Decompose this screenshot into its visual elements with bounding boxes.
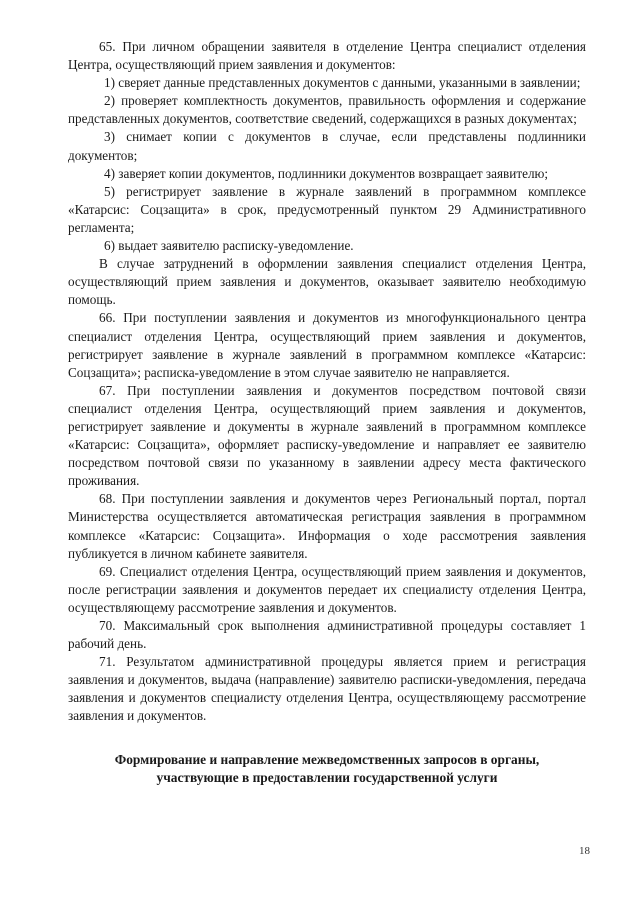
paragraph-67: 67. При поступлении заявления и документов посредством почтовой связи специалист отделения Центра, осуществляющий прием заявления и документов, регистрирует заявление и документы в журнале заявлений в программном комплексе «Катарсис: Соцзащита», оформляет расписку-уведомление и направляет ее заявителю посредством почтовой связи по указанному в заявлении адресу места фактического проживания. <box>68 382 586 489</box>
list-item-2: 2) проверяет комплектность документов, правильность оформления и содержание представленных документов, соответствие сведений, содержащихся в разных документах; <box>68 93 586 127</box>
list-item-3: 3) снимает копии с документов в случае, если представлены подлинники документов; <box>68 129 586 163</box>
section-heading <box>68 751 586 788</box>
section-heading-line-2: участвующие в предоставлении государственной услуги <box>156 770 498 786</box>
paragraph-70: 70. Максимальный срок выполнения административной процедуры составляет 1 рабочий день. <box>68 618 586 652</box>
section-heading-line-1: Формирование и направление межведомственных запросов в органы, <box>114 751 540 767</box>
paragraph-assistance: В случае затруднений в оформлении заявления специалист отделения Центра, осуществляющий прием заявления и документов, оказывает заявителю необходимую помощь. <box>68 256 586 308</box>
list-item-6: 6) выдает заявителю расписку-уведомление. <box>104 238 354 254</box>
list-item-4: 4) заверяет копии документов, подлинники документов возвращает заявителю; <box>104 165 549 181</box>
paragraph-65: 65. При личном обращении заявителя в отделение Центра специалист отделения Центра, осуществляющий прием заявления и документов: <box>68 39 586 73</box>
paragraph-71: 71. Результатом административной процедуры является прием и регистрация заявления и документов, выдача (направление) заявителю расписки-уведомления, передача заявления и документов специалисту отделения Центра, осуществляющему рассмотрение заявления и документов. <box>68 654 586 724</box>
list-item-1: 1) сверяет данные представленных документов с данными, указанными в заявлении; <box>104 75 581 91</box>
paragraph-68: 68. При поступлении заявления и документов через Региональный портал, портал Министерства осуществляется автоматическая регистрация заявления в программном комплексе «Катарсис: Соцзащита». Информация о ходе рассмотрения заявления публикуется в личном кабинете заявителя. <box>68 491 586 561</box>
paragraph-66: 66. При поступлении заявления и документов из многофункционального центра специалист отделения Центра, осуществляющий прием заявления и документов, регистрирует заявление в журнале заявлений в программном комплексе «Катарсис: Соцзащита»; расписка-уведомление в этом случае заявителю не направляется. <box>68 310 586 380</box>
list-item-5: 5) регистрирует заявление в журнале заявлений в программном комплексе «Катарсис: Соцзащита» в срок, предусмотренный пунктом 29 Административного регламента; <box>68 183 586 235</box>
page-number: 18 <box>579 845 590 857</box>
page-body <box>68 38 586 788</box>
paragraph-69: 69. Специалист отделения Центра, осуществляющий прием заявления и документов, после регистрации заявления и документов передает их специалисту отделения Центра, осуществляющему рассмотрение заявления и документов. <box>68 563 586 615</box>
